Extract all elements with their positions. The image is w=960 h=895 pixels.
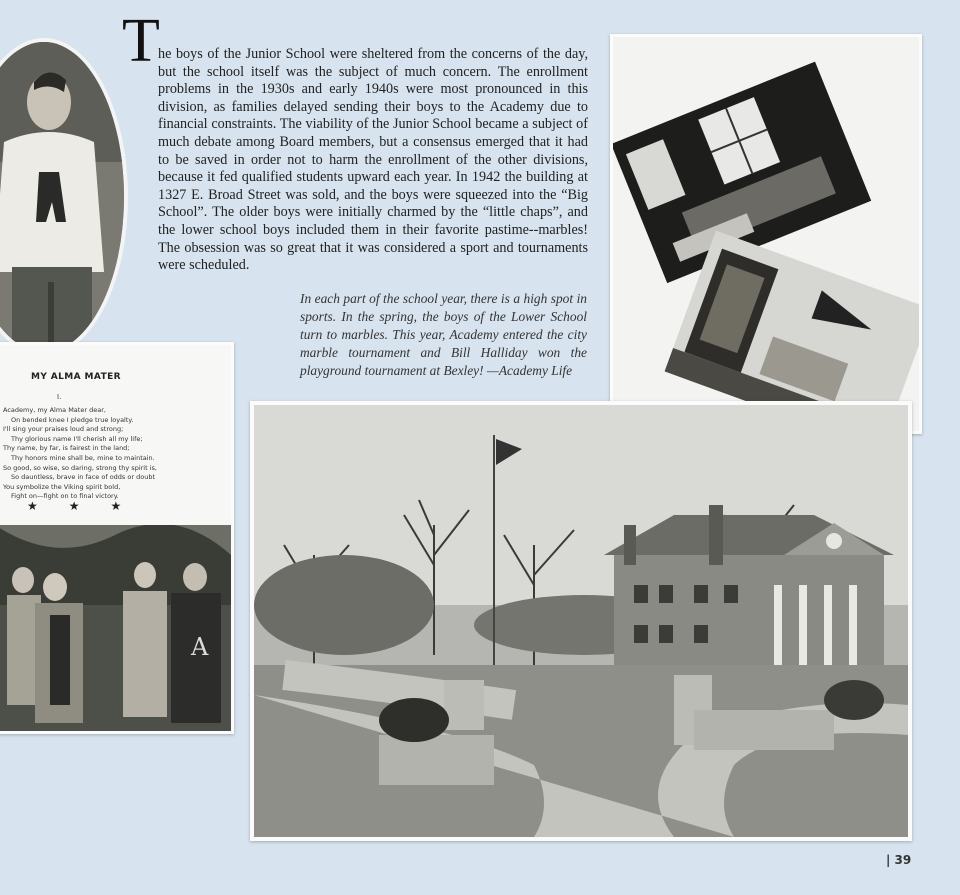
boys-group-photo	[0, 525, 231, 731]
portrait-photo	[0, 38, 128, 356]
alma-mater-card	[0, 342, 234, 734]
main-story	[140, 46, 588, 275]
page-number: | 39	[886, 853, 912, 867]
story-paragraph: he boys of the Junior School were sheltered from the concerns of the day, but the school itself was the subject of much concern. The enrollment problems in the 1930s and early 1940s were most pronounced in this division, as families delayed sending their boys to the Academy due to financial constraints. The viability of the Junior School became a subject of much debate among Board members, but a consensus emerged that it had to be saved in order not to harm the enrollment of the other divisions, because it fed qualified students upward each year. In 1942 the building at 1327 E. Broad Street was sold, and the boys were squeezed into the “Big School”. The older boys were initially charmed by the “little chaps”, and the lower school boys included them in their favorite pastime--marbles! The obsession was so great that it was considered a sport and tournaments were scheduled.	[158, 46, 588, 274]
verse-line: You symbolize the Viking spirit bold,	[3, 482, 121, 491]
verse-line: So good, so wise, so daring, strong thy spirit is,	[3, 463, 157, 472]
school-building-photo	[250, 401, 912, 841]
drop-cap: T	[122, 7, 160, 75]
svg-text:A: A	[191, 633, 209, 661]
verse-line: So dauntless, brave in face of odds or doubt	[11, 473, 155, 482]
verse-line: Academy, my Alma Mater dear,	[3, 406, 106, 414]
alma-mater-title: MY ALMA MATER	[31, 372, 122, 382]
verse-line: Thy glorious name I'll cherish all my life;	[11, 434, 143, 443]
verse-line: Thy honors mine shall be, mine to maintain.	[11, 453, 155, 462]
verse-line: Fight on—fight on to final victory.	[11, 492, 119, 501]
quote-text: In each part of the school year, there is a high spot in sports. In the spring, the boys of the Lower School turn to marbles. This year, Academy entered the city marble tournament and Bill Halliday won the playground tournament at Bexley! —Academy Life	[300, 291, 587, 378]
classroom-photos-card	[610, 34, 922, 434]
verse-line: On bended knee I pledge true loyalty.	[11, 415, 134, 424]
verse-number: I.	[57, 393, 62, 401]
verse-lines	[3, 406, 223, 502]
verse-line: I'll sing your praises loud and strong;	[3, 425, 124, 434]
academy-life-quote	[250, 290, 587, 380]
stars-ornament: ★ ★ ★	[27, 499, 136, 513]
verse-line: Thy name, by far, is fairest in the land;	[3, 444, 130, 453]
